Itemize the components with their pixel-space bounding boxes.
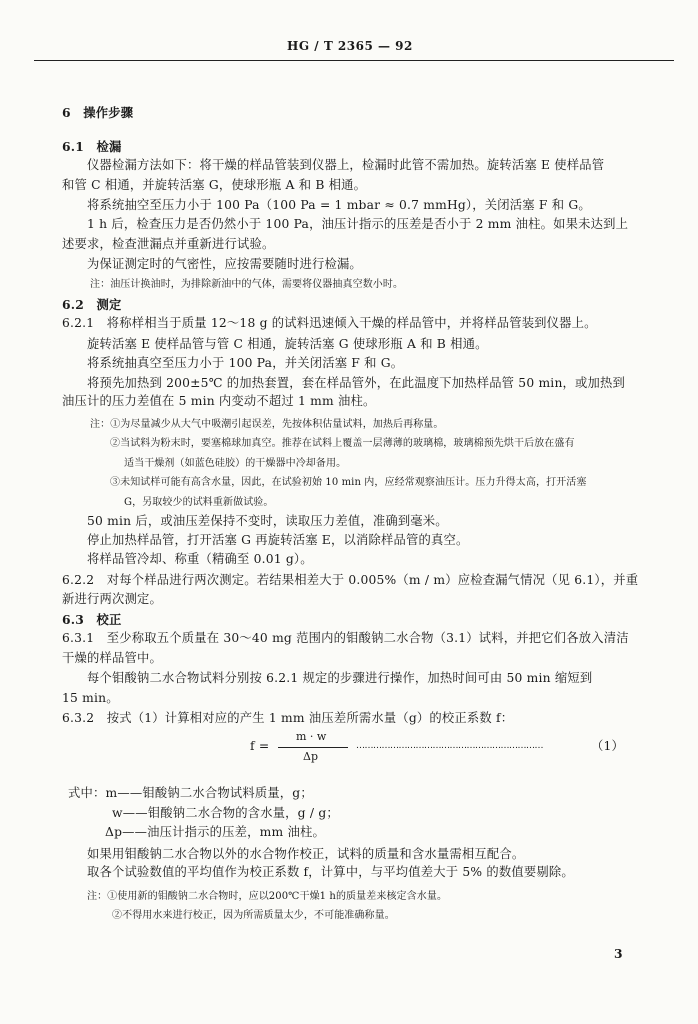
formula-lhs: f = <box>250 739 270 753</box>
subsection-heading: 6.2 测定 <box>62 297 122 312</box>
subsection-heading: 6.1 检漏 <box>62 139 122 154</box>
symbol-definition: 式中：m——钼酸钠二水合物试料质量，g； <box>68 786 313 800</box>
paragraph-line: 将系统抽空至压力小于 100 Pa（100 Pa = 1 mbar ≈ 0.7 mmHg），关闭活塞 F 和 G。 <box>87 198 591 212</box>
note-line: G，另取较少的试料重新做试验。 <box>124 497 274 508</box>
paragraph-line: 取各个试验数值的平均值作为校正系数 f，计算中，与平均值差大于 5% 的数值要剔除。 <box>87 865 574 879</box>
paragraph-line: 仪器检漏方法如下：将干燥的样品管装到仪器上，检漏时此管不需加热。旋转活塞 E 使样品管 <box>87 158 605 172</box>
paragraph-line: 6.2.2 对每个样品进行两次测定。若结果相差大于 0.005%（m / m）应检查漏气情况（见 6.1），并重 <box>62 573 639 587</box>
symbol-definition: w——钼酸钠二水合物的含水量，g / g； <box>112 806 339 820</box>
symbol-definition: Δp——油压计指示的压差，mm 油柱。 <box>105 825 325 839</box>
paragraph-line: 50 min 后，或油压差保持不变时，读取压力差值，准确到毫米。 <box>87 514 448 528</box>
note-line: 注：①使用新的钼酸钠二水合物时，应以200℃干燥1 h的质量差来核定含水量。 <box>87 891 448 902</box>
paragraph-line: 每个钼酸钠二水合物试料分别按 6.2.1 规定的步骤进行操作，加热时间可由 50 min 缩短到 <box>87 671 593 685</box>
paragraph-line: 新进行两次测定。 <box>62 592 162 606</box>
paragraph-line: 6.3.2 按式（1）计算相对应的产生 1 mm 油压差所需水量（g）的校正系数 f： <box>62 711 514 725</box>
paragraph-line: 将预先加热到 200±5℃ 的加热套置，套在样品管外，在此温度下加热样品管 50 min，或加热到 <box>87 376 626 390</box>
note-line: 注：①为尽量减少从大气中吸潮引起误差，先按体积估量试料，加热后再称量。 <box>90 419 444 430</box>
formula-numerator: m · w <box>296 730 327 743</box>
paragraph-line: 6.2.1 将称样相当于质量 12～18 g 的试料迅速倾入干燥的样品管中，并将样品管装到仪器上。 <box>62 316 597 330</box>
page-number: 3 <box>614 946 623 961</box>
paragraph-line: 油压计的压力差值在 5 min 内变动不超过 1 mm 油柱。 <box>62 394 376 408</box>
paragraph-line: 干燥的样品管中。 <box>62 651 162 665</box>
paragraph-line: 1 h 后，检查压力是否仍然小于 100 Pa，油压计指示的压差是否小于 2 mm 油柱。如果未达到上 <box>87 217 629 231</box>
formula-number: （1） <box>591 739 625 753</box>
formula-leader: ………………………………………………………… <box>356 741 543 751</box>
page-header: HG / T 2365 — 92 <box>287 39 413 53</box>
paragraph-line: 述要求，检查泄漏点并重新进行试验。 <box>62 237 275 251</box>
note-line: ③未知试样可能有高含水量，因此，在试验初始 10 min 内，应经常观察油压计。压力升得太高，打开活塞 <box>110 477 587 488</box>
fraction-bar <box>278 747 348 748</box>
paragraph-line: 和管 C 相通，并旋转活塞 G，使球形瓶 A 和 B 相通。 <box>62 178 367 192</box>
subsection-heading: 6.3 校正 <box>62 612 122 627</box>
paragraph-line: 停止加热样品管，打开活塞 G 再旋转活塞 E，以消除样品管的真空。 <box>87 533 469 547</box>
paragraph-line: 6.3.1 至少称取五个质量在 30～40 mg 范围内的钼酸钠二水合物（3.1）试料，并把它们各放入清洁 <box>62 631 629 645</box>
paragraph-line: 将样品管冷却、称重（精确至 0.01 g）。 <box>87 552 313 566</box>
note-line: 适当干燥剂（如蓝色硅胶）的干燥器中冷却备用。 <box>124 458 347 469</box>
note-line: 注：油压计换油时，为排除新油中的气体，需要将仪器抽真空数小时。 <box>90 279 404 290</box>
note-line: ②当试料为粉末时，要塞棉球加真空。推荐在试料上覆盖一层薄薄的玻璃棉，玻璃棉预先烘干后放在盛有 <box>110 438 575 449</box>
paragraph-line: 为保证测定时的气密性，应按需要随时进行检漏。 <box>87 257 362 271</box>
paragraph-line: 如果用钼酸钠二水合物以外的水合物作校正，试料的质量和含水量需相互配合。 <box>87 847 525 861</box>
section-heading: 6 操作步骤 <box>62 105 134 120</box>
paragraph-line: 将系统抽真空至压力小于 100 Pa，并关闭活塞 F 和 G。 <box>87 356 404 370</box>
paragraph-line: 15 min。 <box>62 691 119 705</box>
header-rule <box>34 60 674 61</box>
note-line: ②不得用水来进行校正，因为所需质量太少，不可能准确称量。 <box>112 910 395 921</box>
paragraph-line: 旋转活塞 E 使样品管与管 C 相通，旋转活塞 G 使球形瓶 A 和 B 相通。 <box>87 337 488 351</box>
formula-denominator: Δp <box>303 750 318 763</box>
